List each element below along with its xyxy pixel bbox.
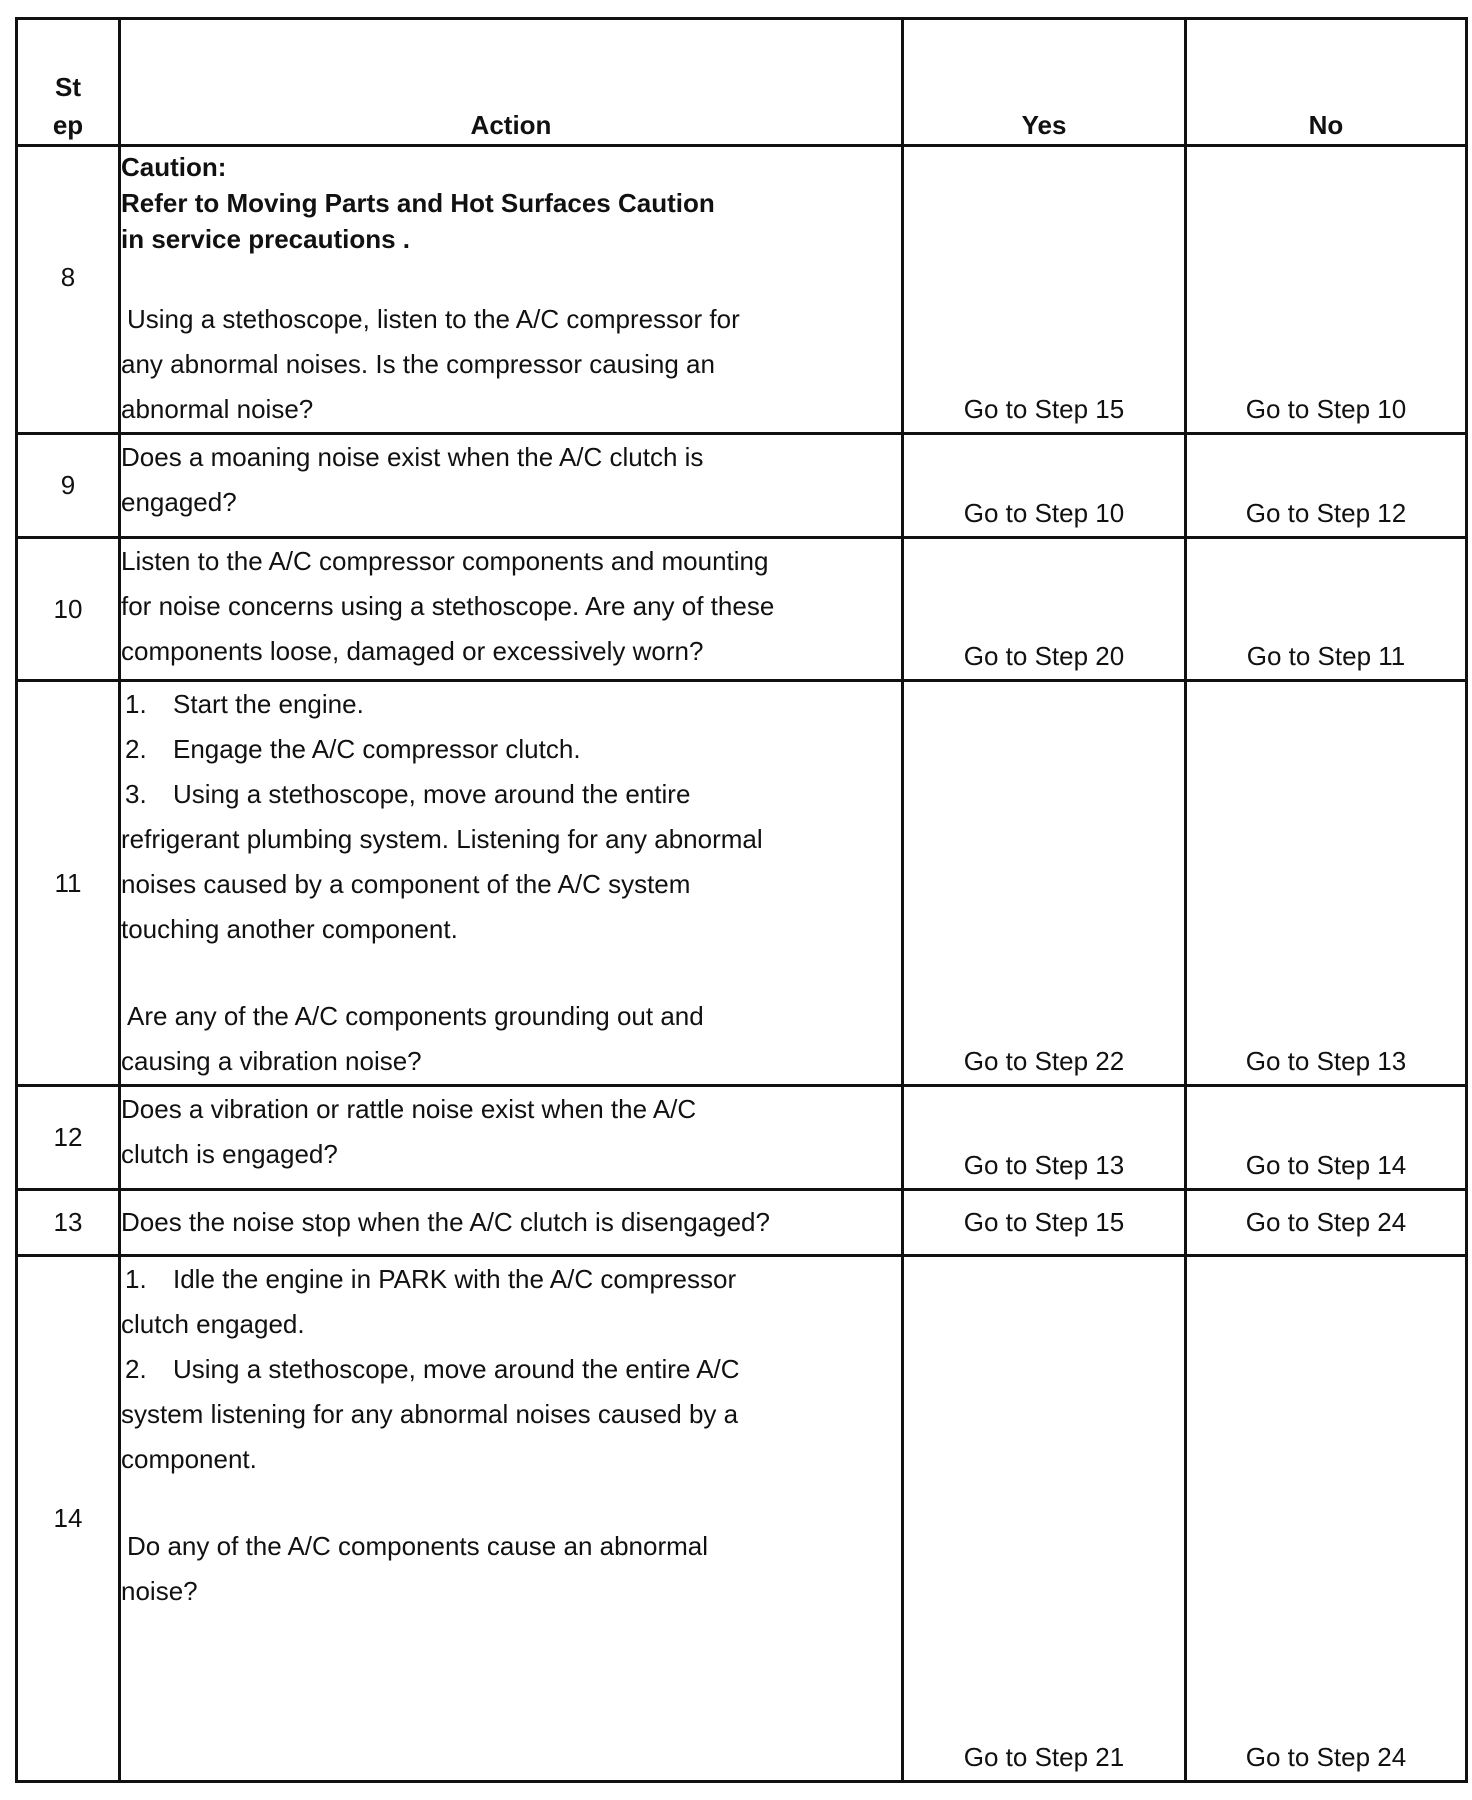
table-row bbox=[17, 146, 1467, 434]
yes-link[interactable]: Go to Step 15 bbox=[963, 1207, 1125, 1237]
header-action: Action bbox=[120, 19, 903, 146]
list-item bbox=[121, 772, 901, 817]
no-cell bbox=[1186, 1086, 1467, 1190]
item-number: 1. bbox=[125, 1264, 147, 1294]
no-link[interactable]: Go to Step 10 bbox=[1245, 394, 1407, 424]
action-cell bbox=[120, 681, 903, 1086]
item-text: Using a stethoscope, move around the entire A/C bbox=[173, 1354, 740, 1384]
action-text: touching another component. bbox=[121, 914, 458, 944]
step-number: 12 bbox=[17, 1086, 120, 1190]
action-text: engaged? bbox=[121, 487, 237, 517]
yes-link[interactable]: Go to Step 10 bbox=[963, 498, 1125, 528]
action-text: for noise concerns using a stethoscope. Are any of these bbox=[121, 591, 775, 621]
step-number: 11 bbox=[17, 681, 120, 1086]
table-row bbox=[17, 1256, 1467, 1782]
action-text: Does a vibration or rattle noise exist when the A/C bbox=[121, 1094, 697, 1124]
action-text: abnormal noise? bbox=[121, 394, 314, 424]
yes-cell bbox=[903, 538, 1186, 681]
list-item bbox=[121, 682, 901, 727]
item-text: Engage the A/C compressor clutch. bbox=[173, 734, 581, 764]
question-text: noise? bbox=[121, 1576, 198, 1606]
action-text: noises caused by a component of the A/C system bbox=[121, 869, 691, 899]
caution-line: Refer to Moving Parts and Hot Surfaces Caution bbox=[121, 188, 715, 218]
yes-link[interactable]: Go to Step 20 bbox=[963, 641, 1125, 671]
item-text: Start the engine. bbox=[173, 689, 364, 719]
no-cell bbox=[1186, 538, 1467, 681]
action-text: Does the noise stop when the A/C clutch is disengaged? bbox=[121, 1207, 770, 1237]
step-number: 14 bbox=[17, 1256, 120, 1782]
action-text: Listen to the A/C compressor components and mounting bbox=[121, 546, 769, 576]
header-no: No bbox=[1186, 19, 1467, 146]
yes-cell bbox=[903, 681, 1186, 1086]
question-text: Do any of the A/C components cause an abnormal bbox=[127, 1531, 709, 1561]
header-yes: Yes bbox=[903, 19, 1186, 146]
no-cell bbox=[1186, 1256, 1467, 1782]
no-cell bbox=[1186, 146, 1467, 434]
list-item bbox=[121, 1347, 901, 1392]
item-text: Idle the engine in PARK with the A/C compressor bbox=[173, 1264, 737, 1294]
table-row bbox=[17, 1190, 1467, 1256]
action-text: refrigerant plumbing system. Listening for any abnormal bbox=[121, 824, 763, 854]
no-link[interactable]: Go to Step 12 bbox=[1245, 498, 1407, 528]
no-link[interactable]: Go to Step 24 bbox=[1245, 1207, 1407, 1237]
yes-link[interactable]: Go to Step 15 bbox=[963, 394, 1125, 424]
step-number: 9 bbox=[17, 434, 120, 538]
caution-title: Caution: bbox=[121, 152, 227, 182]
table-row bbox=[17, 1086, 1467, 1190]
question-text: causing a vibration noise? bbox=[121, 1046, 422, 1076]
spacer bbox=[121, 952, 901, 994]
list-item bbox=[121, 1257, 901, 1302]
table-row bbox=[17, 434, 1467, 538]
caution-line: in service precautions . bbox=[121, 224, 411, 254]
action-cell bbox=[120, 146, 903, 434]
no-cell bbox=[1186, 1190, 1467, 1256]
action-cell bbox=[120, 1190, 903, 1256]
yes-link[interactable]: Go to Step 22 bbox=[963, 1046, 1125, 1076]
action-cell bbox=[120, 538, 903, 681]
header-step-label: St ep bbox=[52, 72, 84, 140]
diagnostic-table bbox=[15, 17, 1468, 1783]
yes-link[interactable]: Go to Step 13 bbox=[963, 1150, 1125, 1180]
step-number: 8 bbox=[17, 146, 120, 434]
action-text: components loose, damaged or excessively worn? bbox=[121, 636, 704, 666]
table-row bbox=[17, 681, 1467, 1086]
item-number: 3. bbox=[125, 779, 147, 809]
yes-cell bbox=[903, 146, 1186, 434]
spacer bbox=[121, 1482, 901, 1524]
action-cell bbox=[120, 1086, 903, 1190]
header-step bbox=[17, 19, 120, 146]
action-text: Using a stethoscope, listen to the A/C compressor for bbox=[127, 304, 740, 334]
item-number: 1. bbox=[125, 689, 147, 719]
yes-link[interactable]: Go to Step 21 bbox=[963, 1742, 1125, 1772]
yes-cell bbox=[903, 1256, 1186, 1782]
step-number: 10 bbox=[17, 538, 120, 681]
list-item bbox=[121, 727, 901, 772]
step-number: 13 bbox=[17, 1190, 120, 1256]
yes-cell bbox=[903, 1086, 1186, 1190]
header-row bbox=[17, 19, 1467, 146]
item-number: 2. bbox=[125, 734, 147, 764]
no-link[interactable]: Go to Step 14 bbox=[1245, 1150, 1407, 1180]
no-cell bbox=[1186, 681, 1467, 1086]
action-text: Does a moaning noise exist when the A/C clutch is bbox=[121, 442, 704, 472]
action-text: component. bbox=[121, 1444, 257, 1474]
action-cell bbox=[120, 434, 903, 538]
action-text: clutch is engaged? bbox=[121, 1139, 338, 1169]
no-link[interactable]: Go to Step 13 bbox=[1245, 1046, 1407, 1076]
item-number: 2. bbox=[125, 1354, 147, 1384]
yes-cell bbox=[903, 434, 1186, 538]
no-link[interactable]: Go to Step 11 bbox=[1246, 641, 1406, 671]
action-text: clutch engaged. bbox=[121, 1309, 305, 1339]
question-text: Are any of the A/C components grounding out and bbox=[127, 1001, 704, 1031]
action-text: system listening for any abnormal noises caused by a bbox=[121, 1399, 739, 1429]
caution-note bbox=[121, 149, 901, 257]
table-row bbox=[17, 538, 1467, 681]
item-text: Using a stethoscope, move around the entire bbox=[173, 779, 691, 809]
yes-cell bbox=[903, 1190, 1186, 1256]
action-text: any abnormal noises. Is the compressor causing an bbox=[121, 349, 715, 379]
no-link[interactable]: Go to Step 24 bbox=[1245, 1742, 1407, 1772]
no-cell bbox=[1186, 434, 1467, 538]
action-cell bbox=[120, 1256, 903, 1782]
